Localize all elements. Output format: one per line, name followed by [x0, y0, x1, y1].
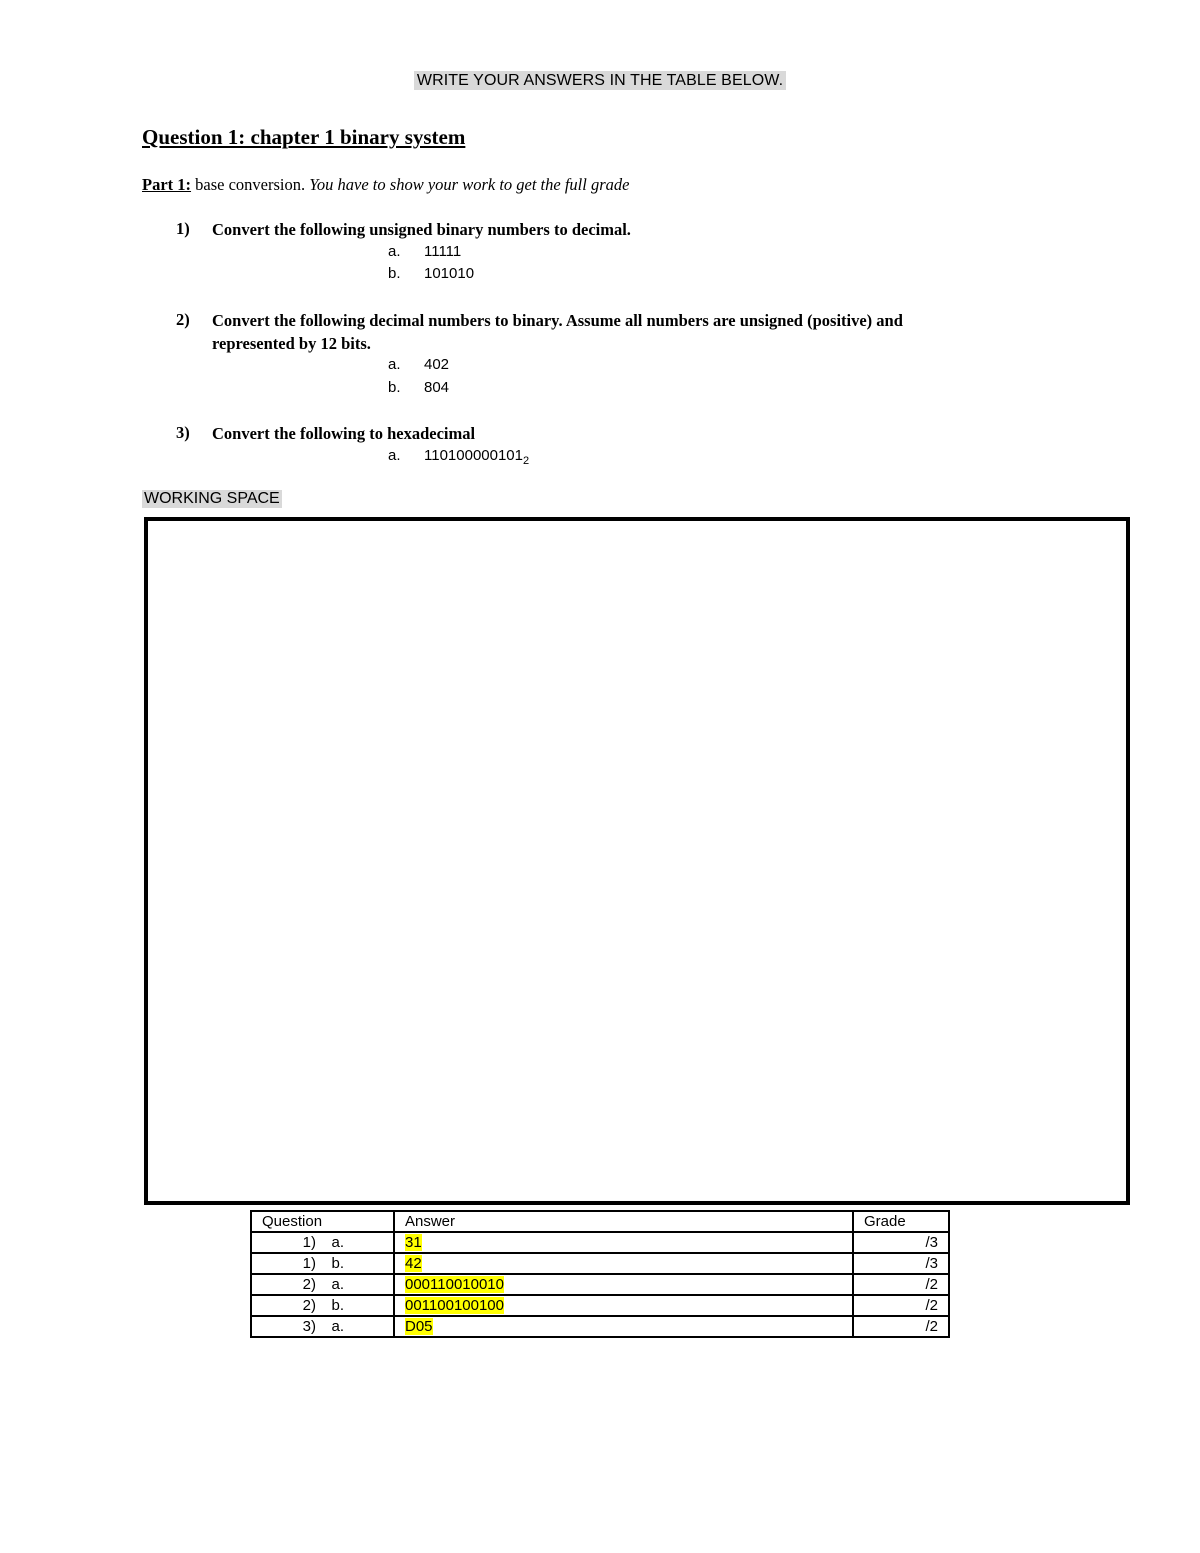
- row-question-letter: a.: [331, 1234, 344, 1251]
- question-title: Question 1: chapter 1 binary system: [142, 125, 466, 149]
- instruction-banner: [0, 72, 1200, 90]
- row-question-letter: b.: [331, 1297, 344, 1314]
- table-header-row: [251, 1211, 949, 1232]
- row-question-number: 2): [302, 1297, 316, 1314]
- answer-cell[interactable]: [394, 1316, 853, 1337]
- row-question-number: 2): [302, 1276, 316, 1293]
- table-row: [251, 1232, 949, 1253]
- header-answer: Answer: [394, 1211, 853, 1232]
- item-letter: b.: [388, 265, 401, 282]
- row-question-letter: a.: [331, 1276, 344, 1293]
- item-value-digits: 110100000101: [424, 447, 523, 464]
- item-value: 804: [424, 379, 450, 396]
- grade-cell: /3: [853, 1232, 949, 1253]
- row-question-letter: b.: [331, 1255, 344, 1272]
- question-cell: [251, 1316, 394, 1337]
- working-space-label: WORKING SPACE: [144, 490, 280, 507]
- answer-value: D05: [405, 1318, 433, 1335]
- item-value: [424, 447, 529, 467]
- table-row: [251, 1316, 949, 1337]
- instruction-text: WRITE YOUR ANSWERS IN THE TABLE BELOW.: [414, 71, 786, 90]
- part-label: Part 1:: [142, 175, 192, 194]
- grade-cell: /2: [853, 1316, 949, 1337]
- question-number: 1): [176, 219, 190, 238]
- answer-value: 42: [405, 1255, 422, 1272]
- part-instruction: You have to show your work to get the full grade: [309, 175, 630, 194]
- answer-cell[interactable]: [394, 1295, 853, 1316]
- row-question-number: 1): [302, 1255, 316, 1272]
- item-letter: b.: [388, 379, 401, 396]
- table-row: [251, 1253, 949, 1274]
- answer-cell[interactable]: [394, 1253, 853, 1274]
- part-heading: [142, 175, 629, 195]
- question-text: Convert the following to hexadecimal: [212, 424, 476, 443]
- grade-cell: /3: [853, 1253, 949, 1274]
- part-text: base conversion.: [191, 175, 310, 194]
- answer-value: 001100100100: [405, 1297, 504, 1314]
- item-letter: a.: [388, 447, 401, 464]
- working-space-box[interactable]: [144, 517, 1130, 1205]
- table-row: [251, 1295, 949, 1316]
- grade-cell: /2: [853, 1295, 949, 1316]
- answer-value: 000110010010: [405, 1276, 504, 1293]
- question-number: 2): [176, 310, 190, 329]
- row-question-number: 3): [302, 1318, 316, 1335]
- header-grade: Grade: [853, 1211, 949, 1232]
- question-cell: [251, 1274, 394, 1295]
- grade-cell: /2: [853, 1274, 949, 1295]
- answer-value: 31: [405, 1234, 422, 1251]
- row-question-number: 1): [302, 1234, 316, 1251]
- header-question: Question: [251, 1211, 394, 1232]
- answer-table: [250, 1210, 950, 1338]
- item-value: 402: [424, 356, 450, 373]
- table-row: [251, 1274, 949, 1295]
- answer-cell[interactable]: [394, 1232, 853, 1253]
- item-value: 11111: [424, 243, 462, 260]
- item-letter: a.: [388, 243, 401, 260]
- question-text-line1: Convert the following decimal numbers to binary. Assume all numbers are unsigned (positive) and: [212, 311, 903, 330]
- question-cell: [251, 1253, 394, 1274]
- item-letter: a.: [388, 356, 401, 373]
- row-question-letter: a.: [331, 1318, 344, 1335]
- question-cell: [251, 1295, 394, 1316]
- question-cell: [251, 1232, 394, 1253]
- question-text-line2: represented by 12 bits.: [212, 334, 371, 353]
- item-value-base: 2: [523, 455, 530, 467]
- question-number: 3): [176, 423, 190, 442]
- item-value: 101010: [424, 265, 475, 282]
- answer-cell[interactable]: [394, 1274, 853, 1295]
- question-text: Convert the following unsigned binary numbers to decimal.: [212, 220, 631, 239]
